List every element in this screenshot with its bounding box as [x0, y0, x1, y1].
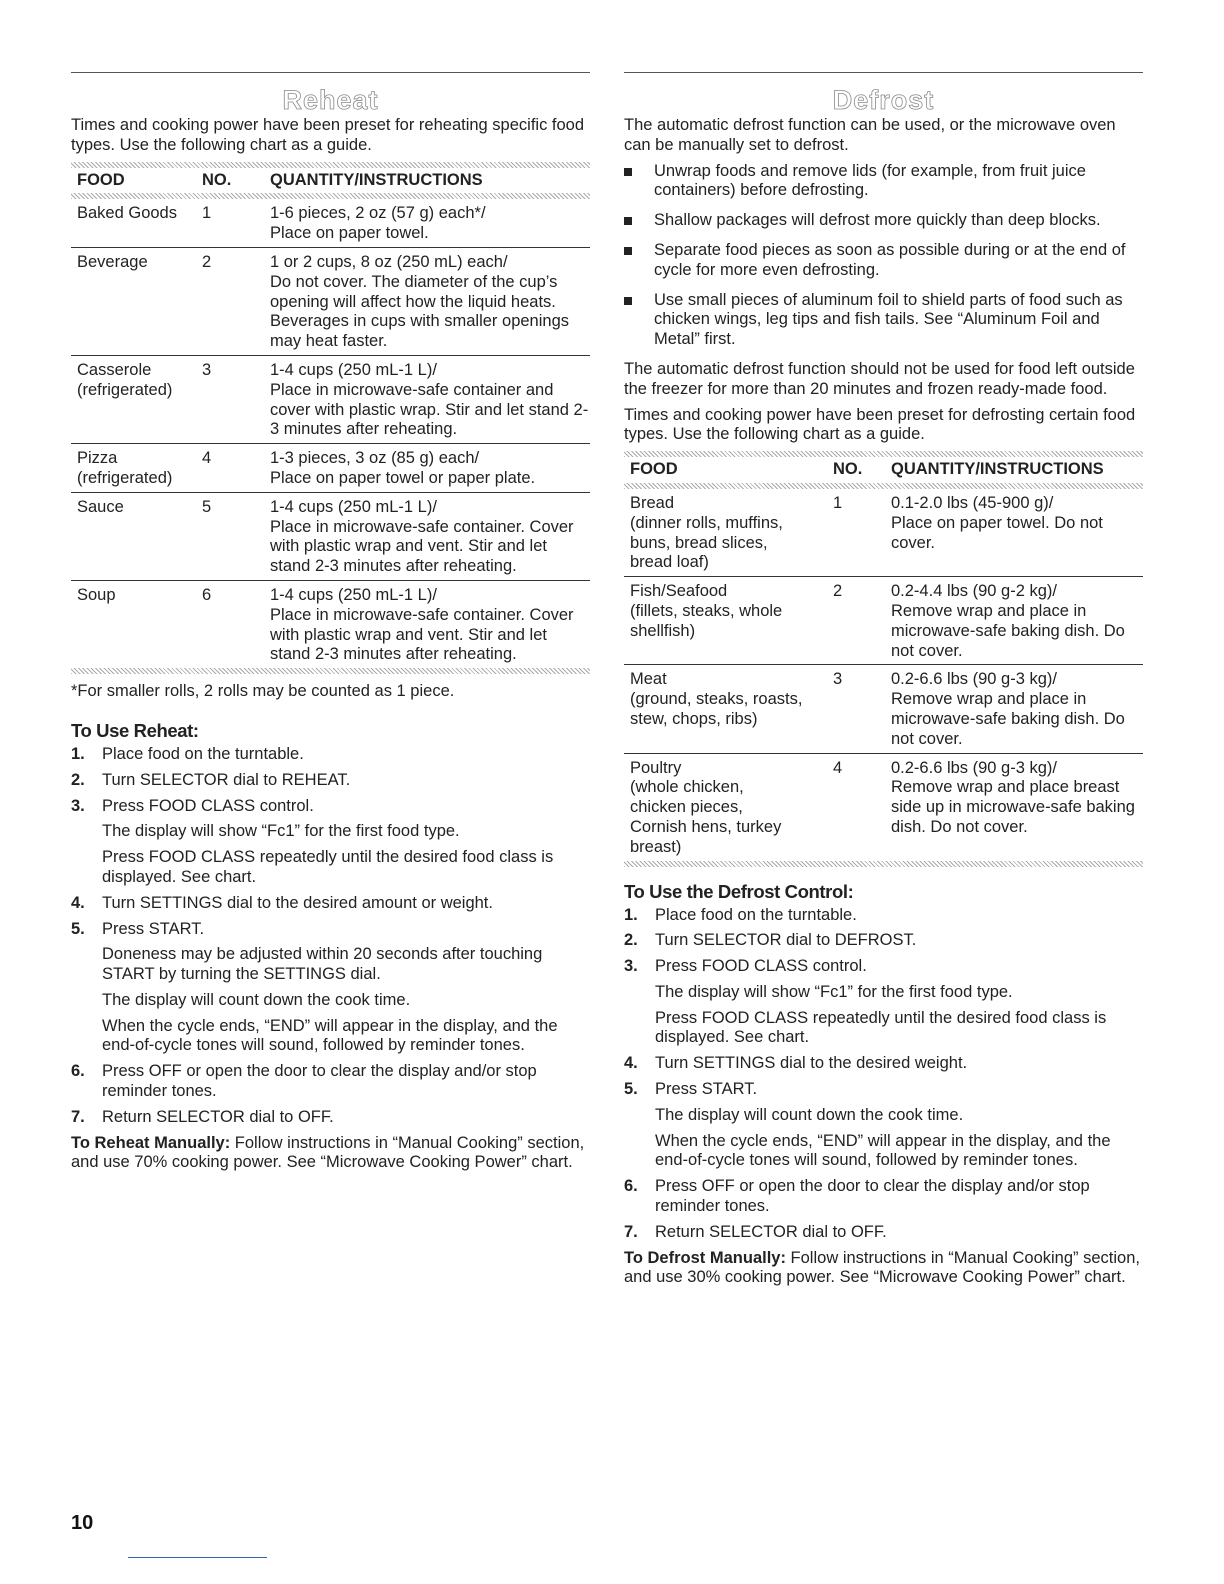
step-text: Turn SETTINGS dial to the desired amount or weight. — [102, 893, 493, 912]
step-detail: Doneness may be adjusted within 20 seconds after touching START by turning the SETTINGS dial. — [102, 945, 543, 984]
step-text: Return SELECTOR dial to OFF. — [102, 1107, 334, 1126]
table-row — [71, 355, 590, 443]
header-instructions: QUANTITY/INSTRUCTIONS — [270, 170, 483, 189]
reheat-manual-text: Follow instructions in “Manual Cooking” section, and use 70% cooking power. See “Microwave Cooking Power” chart. — [71, 1133, 585, 1172]
header-food: FOOD — [77, 170, 125, 189]
defrost-manual-label: To Defrost Manually: — [624, 1248, 786, 1267]
instructions-cell: 0.1-2.0 lbs (45-900 g)/ Place on paper towel. Do not cover. — [885, 489, 1143, 577]
reheat-manual — [71, 1134, 590, 1174]
top-rule — [624, 72, 1143, 73]
step-number: 7. — [71, 1107, 85, 1126]
reheat-footnote: *For smaller rolls, 2 rolls may be counted as 1 piece. — [71, 682, 455, 701]
instructions-cell: 1-6 pieces, 2 oz (57 g) each*/ Place on paper towel. — [264, 199, 590, 247]
step-item — [71, 1108, 590, 1128]
step-item — [71, 920, 590, 1057]
step-number: 4. — [624, 1054, 638, 1073]
bullet-square-icon — [624, 217, 632, 225]
step-number: 6. — [624, 1177, 638, 1196]
reheat-steps — [71, 745, 590, 1128]
food-cell: Fish/Seafood (fillets, steaks, whole shellfish) — [624, 577, 827, 665]
bullet-square-icon — [624, 168, 632, 176]
step-text: Place food on the turntable. — [655, 905, 857, 924]
step-text: Press START. — [655, 1080, 758, 1099]
step-number: 7. — [624, 1222, 638, 1241]
number-cell: 5 — [196, 492, 264, 580]
defrost-manual — [624, 1249, 1143, 1289]
number-cell: 2 — [827, 577, 885, 665]
step-text: Turn SELECTOR dial to DEFROST. — [655, 931, 917, 950]
step-text: Return SELECTOR dial to OFF. — [655, 1222, 887, 1241]
instructions-cell: 1-4 cups (250 mL-1 L)/ Place in microwave-safe container and cover with plastic wrap. Stir and let stand 2-3 minutes after reheating. — [264, 355, 590, 443]
step-item — [624, 957, 1143, 1048]
number-cell: 4 — [196, 444, 264, 493]
defrost-steps — [624, 906, 1143, 1243]
instructions-cell: 0.2-6.6 lbs (90 g-3 kg)/ Remove wrap and place breast side up in microwave-safe baking dish. Do not cover. — [891, 758, 1135, 836]
step-number: 2. — [624, 931, 638, 950]
number-cell: 1 — [196, 199, 264, 247]
number-cell: 6 — [202, 585, 212, 604]
step-detail: When the cycle ends, “END” will appear in the display, and the end-of-cycle tones will sound, followed by reminder tones. — [102, 1016, 558, 1055]
step-item — [624, 1054, 1143, 1074]
header-no: NO. — [202, 170, 232, 189]
reheat-table — [71, 168, 590, 669]
bullet-text: Shallow packages will defrost more quickly than deep blocks. — [654, 211, 1101, 230]
defrost-manual-text: Follow instructions in “Manual Cooking” section, and use 30% cooking power. See “Microwave Cooking Power” chart. — [624, 1248, 1140, 1287]
table-row — [71, 492, 590, 580]
step-item — [71, 894, 590, 914]
footer-line — [128, 1557, 267, 1558]
step-item — [71, 745, 590, 765]
reheat-title: Reheat — [282, 85, 379, 115]
step-number: 5. — [71, 919, 85, 938]
number-cell: 3 — [827, 665, 885, 753]
table-row — [624, 665, 1143, 753]
step-detail: Press FOOD CLASS repeatedly until the desired food class is displayed. See chart. — [655, 1008, 1107, 1047]
bullet-item — [624, 211, 1143, 231]
food-cell: Bread (dinner rolls, muffins, buns, bread slices, bread loaf) — [624, 489, 827, 577]
table-row — [624, 753, 1143, 860]
step-text: Place food on the turntable. — [102, 744, 304, 763]
table-bottom-hatch — [71, 668, 590, 674]
step-text: Press FOOD CLASS control. — [102, 796, 314, 815]
defrost-bullets — [624, 162, 1143, 350]
table-header-row — [624, 457, 1143, 483]
step-detail: Press FOOD CLASS repeatedly until the desired food class is displayed. See chart. — [102, 848, 554, 886]
step-item — [624, 906, 1143, 926]
food-cell: Baked Goods — [71, 199, 196, 247]
defrost-title: Defrost — [832, 85, 935, 115]
table-row — [71, 444, 590, 493]
step-text: Press FOOD CLASS control. — [655, 957, 867, 976]
defrost-para3: Times and cooking power have been preset for defrosting certain food types. Use the following chart as a guide. — [624, 405, 1136, 444]
step-item — [624, 931, 1143, 951]
step-item — [624, 1223, 1143, 1243]
step-number: 1. — [71, 744, 85, 763]
instructions-cell: 0.2-4.4 lbs (90 g-2 kg)/ Remove wrap and place in microwave-safe baking dish. Do not cover. — [885, 577, 1143, 665]
food-cell: Sauce — [71, 492, 196, 580]
food-cell: Poultry (whole chicken, chicken pieces, Cornish hens, turkey breast) — [630, 758, 782, 856]
number-cell: 2 — [196, 247, 264, 355]
defrost-table — [624, 457, 1143, 860]
header-instructions: QUANTITY/INSTRUCTIONS — [891, 460, 1104, 479]
reheat-section — [71, 72, 590, 1179]
instructions-cell: 1 or 2 cups, 8 oz (250 mL) each/ Do not cover. The diameter of the cup’s opening will affect how the liquid heats. Beverages in cups with smaller openings may heat faster. — [264, 247, 590, 355]
table-header-row — [71, 168, 590, 194]
step-text: Turn SETTINGS dial to the desired weight. — [655, 1054, 968, 1073]
defrost-table-body — [624, 489, 1143, 861]
step-number: 6. — [71, 1062, 85, 1081]
step-text: Turn SELECTOR dial to REHEAT. — [102, 770, 351, 789]
bullet-item — [624, 291, 1143, 350]
step-item — [624, 1080, 1143, 1171]
table-bottom-hatch — [624, 861, 1143, 867]
step-detail: The display will show “Fc1” for the first food type. — [102, 822, 460, 841]
food-cell: Soup — [77, 585, 116, 604]
defrost-intro: The automatic defrost function can be used, or the microwave oven can be manually set to defrost. — [624, 116, 1116, 154]
header-food: FOOD — [630, 460, 678, 479]
bullet-item — [624, 162, 1143, 202]
instructions-cell: 1-4 cups (250 mL-1 L)/ Place in microwave-safe container. Cover with plastic wrap and vent. Stir and let stand 2-3 minutes after reheating. — [264, 492, 590, 580]
step-detail: The display will count down the cook time. — [102, 990, 411, 1009]
bullet-square-icon — [624, 297, 632, 305]
defrost-use-title: To Use the Defrost Control: — [624, 880, 854, 902]
step-number: 5. — [624, 1080, 638, 1099]
step-text: Press OFF or open the door to clear the display and/or stop reminder tones. — [655, 1177, 1090, 1216]
defrost-para2: The automatic defrost function should not be used for food left outside the freezer for more than 20 minutes and frozen ready-made food. — [624, 359, 1135, 398]
bullet-item — [624, 241, 1143, 281]
food-cell: Meat (ground, steaks, roasts, stew, chops, ribs) — [624, 665, 827, 753]
instructions-cell: 1-3 pieces, 3 oz (85 g) each/ Place on paper towel or paper plate. — [264, 444, 590, 493]
reheat-intro: Times and cooking power have been preset for reheating specific food types. Use the following chart as a guide. — [71, 116, 585, 154]
table-row — [624, 489, 1143, 577]
page-number: 10 — [71, 1512, 94, 1534]
bullet-text: Unwrap foods and remove lids (for example, from fruit juice containers) before defrosting. — [654, 161, 1086, 200]
step-item — [624, 1177, 1143, 1217]
number-cell: 4 — [833, 758, 843, 777]
step-detail: The display will count down the cook time. — [655, 1105, 964, 1124]
step-number: 1. — [624, 905, 638, 924]
food-cell: Pizza (refrigerated) — [71, 444, 196, 493]
step-number: 3. — [71, 796, 85, 815]
step-detail: When the cycle ends, “END” will appear in the display, and the end-of-cycle tones will sound, followed by reminder tones. — [655, 1131, 1111, 1170]
reheat-manual-label: To Reheat Manually: — [71, 1133, 231, 1152]
step-number: 4. — [71, 893, 85, 912]
step-text: Press START. — [102, 919, 205, 938]
food-cell: Casserole (refrigerated) — [71, 355, 196, 443]
step-detail: The display will show “Fc1” for the first food type. — [655, 982, 1013, 1001]
number-cell: 1 — [827, 489, 885, 577]
instructions-cell: 0.2-6.6 lbs (90 g-3 kg)/ Remove wrap and place in microwave-safe baking dish. Do not cover. — [885, 665, 1143, 753]
step-number: 3. — [624, 957, 638, 976]
step-item — [71, 797, 590, 888]
step-item — [71, 771, 590, 791]
bullet-text: Use small pieces of aluminum foil to shield parts of food such as chicken wings, leg tips and fish tails. See “Aluminum Foil and Metal” first. — [654, 290, 1123, 349]
header-no: NO. — [833, 460, 863, 479]
top-rule — [71, 72, 590, 73]
number-cell: 3 — [196, 355, 264, 443]
reheat-table-body — [71, 199, 590, 668]
reheat-use-title: To Use Reheat: — [71, 719, 199, 741]
step-item — [71, 1062, 590, 1102]
instructions-cell: 1-4 cups (250 mL-1 L)/ Place in microwave-safe container. Cover with plastic wrap and vent. Stir and let stand 2-3 minutes after reheating. — [270, 585, 574, 664]
defrost-section — [624, 72, 1143, 1294]
table-row — [71, 580, 590, 668]
bullet-square-icon — [624, 247, 632, 255]
table-row — [71, 199, 590, 247]
table-row — [624, 577, 1143, 665]
food-cell: Beverage — [71, 247, 196, 355]
step-number: 2. — [71, 770, 85, 789]
table-row — [71, 247, 590, 355]
step-text: Press OFF or open the door to clear the display and/or stop reminder tones. — [102, 1062, 537, 1101]
bullet-text: Separate food pieces as soon as possible during or at the end of cycle for more even defrosting. — [654, 240, 1126, 279]
